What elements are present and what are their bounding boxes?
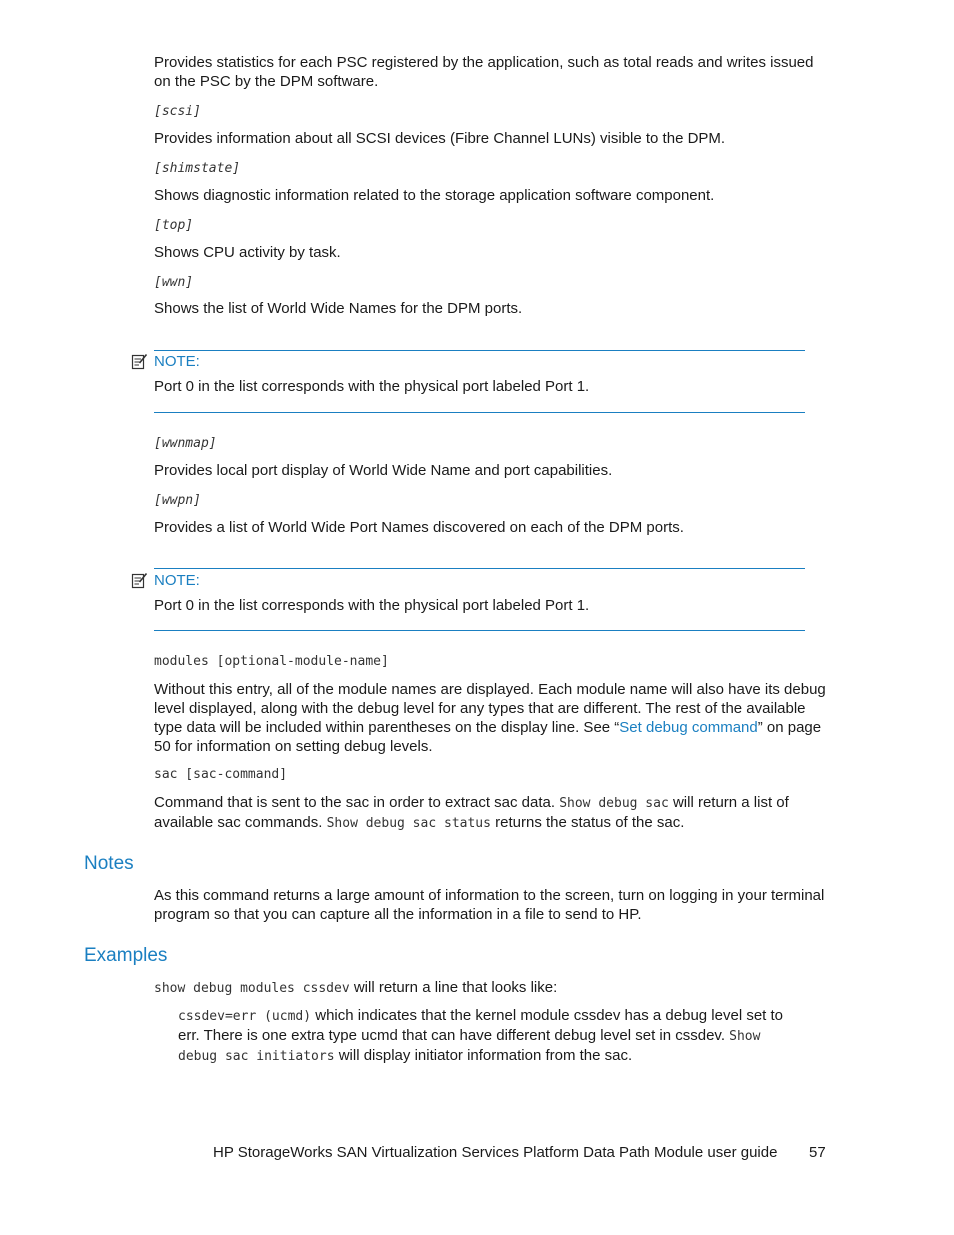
note-label: NOTE: (154, 571, 200, 589)
option-term-shimstate: [shimstate] (154, 161, 241, 176)
note-text: Port 0 in the list corresponds with the physical port labeled Port 1. (154, 378, 590, 395)
option-term-top: [top] (154, 218, 194, 233)
note-pad-icon (131, 353, 148, 370)
option-desc-scsi: Provides information about all SCSI devices (Fibre Channel LUNs) visible to the DPM. (154, 130, 726, 147)
note-top-rule (154, 350, 805, 351)
note-top-rule (154, 568, 805, 569)
note-bottom-rule (154, 630, 805, 631)
note-pad-icon (131, 572, 148, 589)
modules-description (154, 680, 830, 756)
sac-code: Show debug sac (559, 796, 669, 811)
example-text: will display initiator information from the sac. (334, 1047, 633, 1064)
option-desc-top: Shows CPU activity by task. (154, 244, 341, 261)
note-text: Port 0 in the list corresponds with the physical port labeled Port 1. (154, 597, 590, 614)
option-desc-wwpn: Provides a list of World Wide Port Names discovered on each of the DPM ports. (154, 519, 684, 536)
example-intro (154, 978, 830, 998)
option-desc-shimstate: Shows diagnostic information related to the storage application software component. (154, 187, 715, 204)
psc-description: Provides statistics for each PSC registered by the application, such as total reads and writes issued on the PSC by the DPM software. (154, 54, 814, 90)
option-term-wwn: [wwn] (154, 275, 194, 290)
modules-syntax: modules [optional-module-name] (154, 654, 389, 669)
note-header (131, 351, 200, 371)
option-term-wwpn: [wwpn] (154, 493, 201, 508)
modules-desc-after: ” on page 50 for information on setting debug levels. (154, 719, 822, 755)
example-code: Show debug sac initiators (178, 1029, 761, 1064)
option-term-wwnmap: [wwnmap] (154, 436, 217, 451)
examples-heading: Examples (84, 945, 168, 966)
note-label: NOTE: (154, 352, 200, 370)
sac-code: Show debug sac status (326, 816, 491, 831)
page-number: 57 (809, 1144, 826, 1161)
modules-desc-before: Without this entry, all of the module names are displayed. Each module name will also have its debug level displayed, along with the debug level for any types that are different. The rest of the available type data will be included within parentheses on the display line. See “ (154, 681, 826, 736)
example-text: will return a line that looks like: (349, 979, 558, 996)
sac-desc-part: returns the status of the sac. (490, 814, 685, 831)
sac-description (154, 793, 830, 833)
example-detail (178, 1006, 798, 1066)
option-desc-wwnmap: Provides local port display of World Wide Name and port capabilities. (154, 462, 613, 479)
example-code: cssdev=err (ucmd) (178, 1009, 312, 1024)
notes-heading: Notes (84, 853, 134, 874)
notes-text: As this command returns a large amount of information to the screen, turn on logging in your terminal program so that you can capture all the information in a file to send to HP. (154, 887, 825, 923)
sac-desc-part: will return a list of available sac commands. (154, 794, 789, 831)
option-desc-wwn: Shows the list of World Wide Names for the DPM ports. (154, 300, 523, 317)
set-debug-command-link[interactable]: Set debug command (619, 719, 758, 736)
example-text: which indicates that the kernel module cssdev has a debug level set to err. There is one extra type ucmd that can have different debug level set in cssdev. (178, 1007, 784, 1044)
note-bottom-rule (154, 412, 805, 413)
footer-title: HP StorageWorks SAN Virtualization Services Platform Data Path Module user guide (213, 1144, 778, 1161)
option-term-scsi: [scsi] (154, 104, 201, 119)
sac-desc-part: Command that is sent to the sac in order to extract sac data. (154, 794, 560, 811)
example-code: show debug modules cssdev (154, 981, 350, 996)
sac-syntax: sac [sac-command] (154, 767, 288, 782)
note-header (131, 570, 200, 590)
